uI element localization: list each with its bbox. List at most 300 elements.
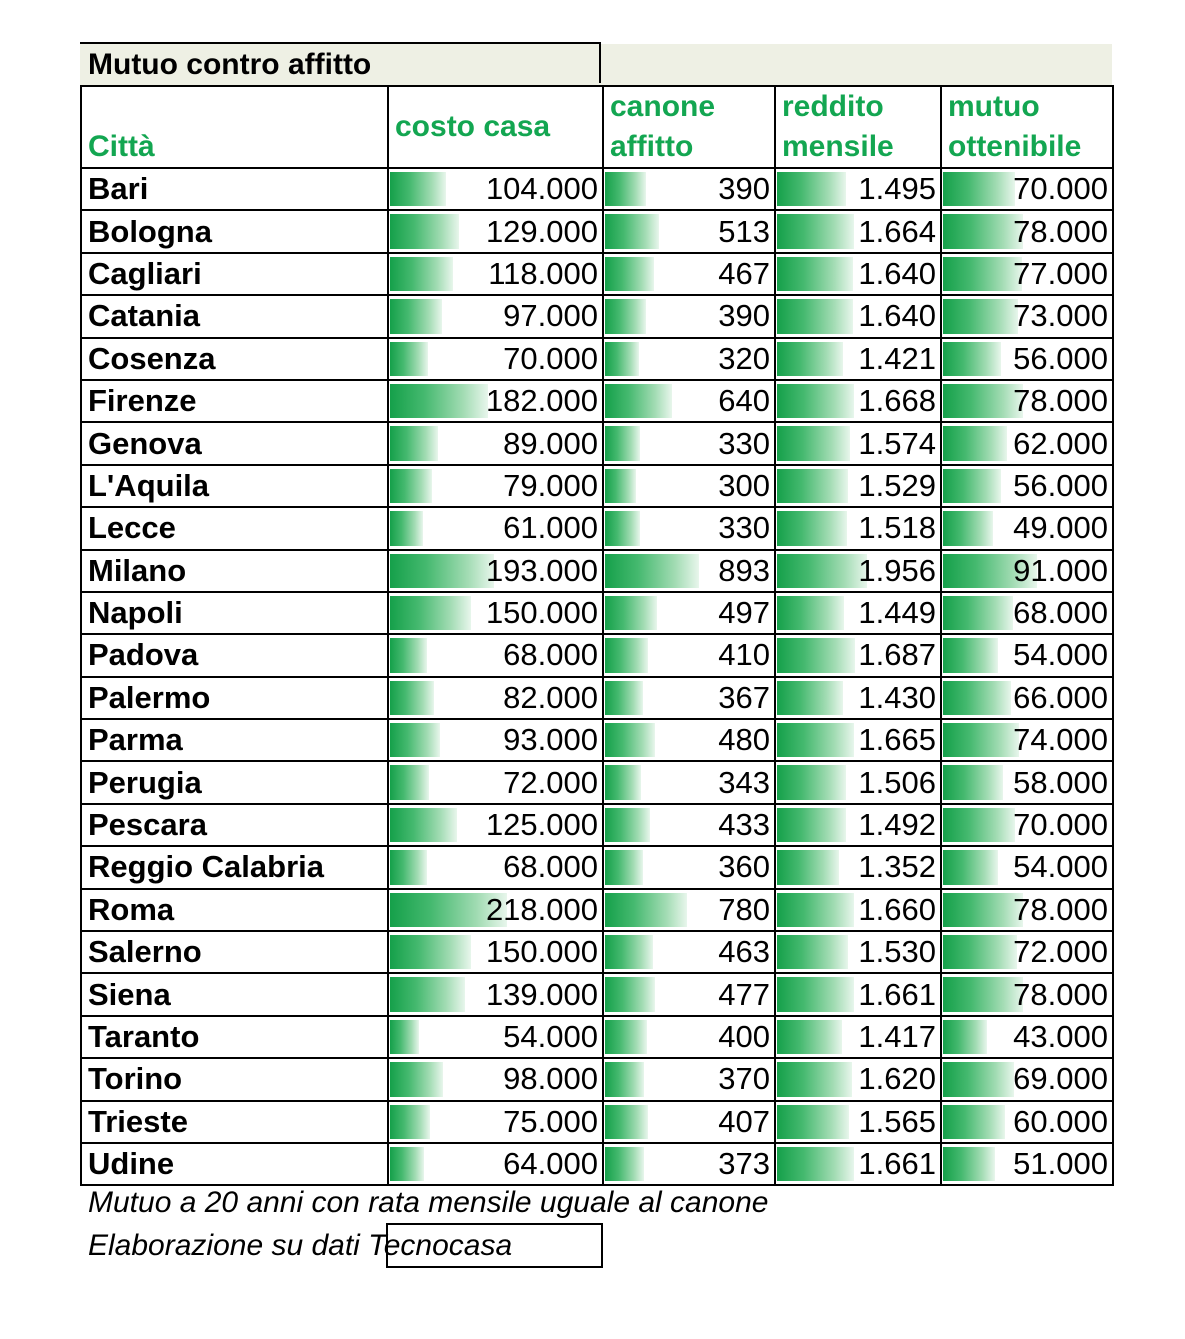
value-canone-affitto: 780 bbox=[718, 891, 770, 927]
cell-canone-affitto bbox=[603, 1016, 775, 1058]
table-row bbox=[81, 380, 1113, 422]
cell-city: Catania bbox=[81, 295, 388, 337]
cell-costo-casa bbox=[388, 592, 603, 634]
value-mutuo-ottenibile: 77.000 bbox=[1013, 255, 1108, 291]
cell-costo-casa bbox=[388, 210, 603, 252]
value-costo-casa: 150.000 bbox=[485, 934, 598, 970]
cell-reddito-mensile bbox=[775, 380, 941, 422]
value-canone-affitto: 463 bbox=[718, 934, 770, 970]
data-bar-canone-affitto bbox=[605, 681, 643, 715]
table-row bbox=[81, 889, 1113, 931]
value-costo-casa: 118.000 bbox=[488, 255, 598, 291]
cell-mutuo-ottenibile bbox=[941, 507, 1113, 549]
cell-canone-affitto bbox=[603, 210, 775, 252]
value-mutuo-ottenibile: 78.000 bbox=[1013, 213, 1108, 249]
value-canone-affitto: 360 bbox=[718, 849, 770, 885]
value-mutuo-ottenibile: 60.000 bbox=[1013, 1103, 1108, 1139]
cell-city: Napoli bbox=[81, 592, 388, 634]
cell-costo-casa bbox=[388, 550, 603, 592]
value-reddito-mensile: 1.687 bbox=[858, 637, 936, 673]
data-bar-reddito-mensile bbox=[777, 299, 853, 333]
data-bar-mutuo-ottenibile bbox=[943, 299, 1018, 333]
data-bar-canone-affitto bbox=[605, 596, 657, 630]
cell-costo-casa bbox=[388, 931, 603, 973]
cell-mutuo-ottenibile bbox=[941, 168, 1113, 210]
cell-mutuo-ottenibile bbox=[941, 634, 1113, 676]
value-reddito-mensile: 1.417 bbox=[858, 1019, 936, 1054]
data-bar-costo-casa bbox=[390, 1020, 419, 1054]
cell-city: Cagliari bbox=[81, 253, 388, 295]
data-bar-mutuo-ottenibile bbox=[943, 723, 1019, 757]
cell-costo-casa bbox=[388, 422, 603, 464]
cell-city: Perugia bbox=[81, 761, 388, 803]
data-bar-costo-casa bbox=[390, 299, 442, 333]
data-bar-reddito-mensile bbox=[777, 765, 846, 799]
value-reddito-mensile: 1.565 bbox=[858, 1103, 936, 1139]
value-reddito-mensile: 1.495 bbox=[858, 171, 936, 207]
cell-reddito-mensile bbox=[775, 719, 941, 761]
value-reddito-mensile: 1.664 bbox=[858, 213, 936, 249]
data-bar-costo-casa bbox=[390, 214, 459, 248]
value-canone-affitto: 467 bbox=[718, 255, 770, 291]
cell-city: Siena bbox=[81, 973, 388, 1015]
cell-city: Reggio Calabria bbox=[81, 846, 388, 888]
data-bar-reddito-mensile bbox=[777, 469, 848, 503]
footnote-source: Elaborazione su dati Tecnocasa bbox=[88, 1229, 513, 1262]
value-reddito-mensile: 1.529 bbox=[858, 467, 936, 503]
cell-mutuo-ottenibile bbox=[941, 677, 1113, 719]
cell-mutuo-ottenibile bbox=[941, 1143, 1113, 1185]
cell-costo-casa bbox=[388, 1058, 603, 1100]
value-canone-affitto: 893 bbox=[718, 552, 770, 588]
data-bar-canone-affitto bbox=[605, 299, 646, 333]
cell-reddito-mensile bbox=[775, 634, 941, 676]
data-bar-costo-casa bbox=[390, 850, 427, 884]
data-bar-reddito-mensile bbox=[777, 977, 854, 1011]
column-header-reddito-mensile: reddito mensile bbox=[775, 86, 941, 168]
value-costo-casa: 125.000 bbox=[485, 807, 598, 843]
table-row bbox=[81, 973, 1113, 1015]
value-mutuo-ottenibile: 62.000 bbox=[1013, 425, 1108, 461]
data-bar-mutuo-ottenibile bbox=[943, 638, 998, 672]
value-mutuo-ottenibile: 56.000 bbox=[1013, 340, 1108, 376]
data-bar-costo-casa bbox=[390, 935, 471, 969]
data-bar-canone-affitto bbox=[605, 384, 672, 418]
cell-mutuo-ottenibile bbox=[941, 804, 1113, 846]
cell-mutuo-ottenibile bbox=[941, 846, 1113, 888]
data-bar-reddito-mensile bbox=[777, 214, 854, 248]
data-bar-canone-affitto bbox=[605, 935, 653, 969]
data-bar-mutuo-ottenibile bbox=[943, 808, 1015, 842]
table-row bbox=[81, 1101, 1113, 1143]
value-costo-casa: 54.000 bbox=[503, 1019, 598, 1054]
cell-costo-casa bbox=[388, 507, 603, 549]
cell-costo-casa bbox=[388, 168, 603, 210]
cell-costo-casa bbox=[388, 1101, 603, 1143]
value-canone-affitto: 400 bbox=[718, 1019, 770, 1054]
data-bar-reddito-mensile bbox=[777, 638, 855, 672]
data-bar-reddito-mensile bbox=[777, 808, 846, 842]
value-costo-casa: 93.000 bbox=[503, 722, 598, 758]
data-bar-mutuo-ottenibile bbox=[943, 977, 1023, 1011]
cell-canone-affitto bbox=[603, 889, 775, 931]
data-table bbox=[80, 85, 1114, 1186]
data-bar-reddito-mensile bbox=[777, 384, 854, 418]
cell-city: Taranto bbox=[81, 1016, 388, 1058]
value-costo-casa: 68.000 bbox=[503, 849, 598, 885]
cell-city: Parma bbox=[81, 719, 388, 761]
value-canone-affitto: 320 bbox=[718, 340, 770, 376]
cell-costo-casa bbox=[388, 634, 603, 676]
data-bar-mutuo-ottenibile bbox=[943, 511, 993, 545]
cell-reddito-mensile bbox=[775, 1101, 941, 1143]
data-bar-reddito-mensile bbox=[777, 935, 848, 969]
data-bar-costo-casa bbox=[390, 511, 423, 545]
cell-canone-affitto bbox=[603, 1101, 775, 1143]
value-canone-affitto: 367 bbox=[718, 679, 770, 715]
cell-reddito-mensile bbox=[775, 761, 941, 803]
cell-reddito-mensile bbox=[775, 677, 941, 719]
data-bar-canone-affitto bbox=[605, 808, 650, 842]
cell-reddito-mensile bbox=[775, 168, 941, 210]
cell-costo-casa bbox=[388, 338, 603, 380]
cell-canone-affitto bbox=[603, 719, 775, 761]
cell-canone-affitto bbox=[603, 761, 775, 803]
cell-canone-affitto bbox=[603, 380, 775, 422]
cell-reddito-mensile bbox=[775, 550, 941, 592]
value-canone-affitto: 373 bbox=[718, 1146, 770, 1182]
value-reddito-mensile: 1.665 bbox=[858, 722, 936, 758]
data-bar-mutuo-ottenibile bbox=[943, 1147, 995, 1181]
table-row bbox=[81, 1016, 1113, 1058]
column-header-mutuo-ottenibile: mutuo ottenibile bbox=[941, 86, 1113, 168]
data-bar-mutuo-ottenibile bbox=[943, 681, 1011, 715]
cell-reddito-mensile bbox=[775, 338, 941, 380]
data-bar-reddito-mensile bbox=[777, 342, 843, 376]
cell-reddito-mensile bbox=[775, 1143, 941, 1185]
data-bar-canone-affitto bbox=[605, 172, 646, 206]
data-bar-mutuo-ottenibile bbox=[943, 850, 998, 884]
value-canone-affitto: 410 bbox=[718, 637, 770, 673]
cell-reddito-mensile bbox=[775, 889, 941, 931]
value-canone-affitto: 513 bbox=[718, 213, 770, 249]
table-row bbox=[81, 507, 1113, 549]
data-bar-costo-casa bbox=[390, 1062, 443, 1096]
cell-canone-affitto bbox=[603, 592, 775, 634]
value-costo-casa: 150.000 bbox=[485, 595, 598, 631]
cell-canone-affitto bbox=[603, 422, 775, 464]
value-mutuo-ottenibile: 73.000 bbox=[1013, 298, 1108, 334]
data-bar-mutuo-ottenibile bbox=[943, 257, 1022, 291]
table-row bbox=[81, 210, 1113, 252]
value-costo-casa: 89.000 bbox=[503, 425, 598, 461]
cell-reddito-mensile bbox=[775, 592, 941, 634]
cell-mutuo-ottenibile bbox=[941, 295, 1113, 337]
table-row bbox=[81, 931, 1113, 973]
data-bar-reddito-mensile bbox=[777, 1147, 854, 1181]
value-costo-casa: 104.000 bbox=[485, 171, 598, 207]
cell-canone-affitto bbox=[603, 1143, 775, 1185]
value-mutuo-ottenibile: 72.000 bbox=[1013, 934, 1108, 970]
data-bar-canone-affitto bbox=[605, 342, 639, 376]
cell-reddito-mensile bbox=[775, 1058, 941, 1100]
cell-city: Palermo bbox=[81, 677, 388, 719]
table-row bbox=[81, 422, 1113, 464]
table-row bbox=[81, 295, 1113, 337]
value-mutuo-ottenibile: 56.000 bbox=[1013, 467, 1108, 503]
value-costo-casa: 70.000 bbox=[503, 340, 598, 376]
table-row bbox=[81, 804, 1113, 846]
table-row bbox=[81, 465, 1113, 507]
data-bar-reddito-mensile bbox=[777, 257, 853, 291]
value-reddito-mensile: 1.352 bbox=[858, 849, 936, 885]
value-canone-affitto: 640 bbox=[718, 383, 770, 419]
table-row bbox=[81, 592, 1113, 634]
cell-canone-affitto bbox=[603, 1058, 775, 1100]
data-bar-mutuo-ottenibile bbox=[943, 1062, 1014, 1096]
cell-city: Trieste bbox=[81, 1101, 388, 1143]
data-bar-costo-casa bbox=[390, 638, 427, 672]
data-bar-reddito-mensile bbox=[777, 511, 847, 545]
value-mutuo-ottenibile: 54.000 bbox=[1013, 637, 1108, 673]
value-costo-casa: 182.000 bbox=[485, 383, 598, 419]
header-row bbox=[81, 86, 1113, 168]
data-bar-canone-affitto bbox=[605, 638, 648, 672]
data-bar-canone-affitto bbox=[605, 765, 641, 799]
data-bar-canone-affitto bbox=[605, 1105, 648, 1139]
value-canone-affitto: 433 bbox=[718, 807, 770, 843]
value-mutuo-ottenibile: 74.000 bbox=[1013, 722, 1108, 758]
cell-reddito-mensile bbox=[775, 465, 941, 507]
table-row bbox=[81, 550, 1113, 592]
value-mutuo-ottenibile: 66.000 bbox=[1013, 679, 1108, 715]
data-bar-costo-casa bbox=[390, 426, 438, 460]
data-bar-mutuo-ottenibile bbox=[943, 214, 1023, 248]
cell-city: Udine bbox=[81, 1143, 388, 1185]
cell-city: Bologna bbox=[81, 210, 388, 252]
cell-costo-casa bbox=[388, 1143, 603, 1185]
data-bar-mutuo-ottenibile bbox=[943, 1020, 987, 1054]
cell-reddito-mensile bbox=[775, 422, 941, 464]
cell-mutuo-ottenibile bbox=[941, 761, 1113, 803]
table-row bbox=[81, 338, 1113, 380]
cell-mutuo-ottenibile bbox=[941, 889, 1113, 931]
data-bar-costo-casa bbox=[390, 257, 453, 291]
data-bar-reddito-mensile bbox=[777, 426, 850, 460]
data-bar-costo-casa bbox=[390, 596, 471, 630]
data-bar-costo-casa bbox=[390, 172, 446, 206]
data-bar-mutuo-ottenibile bbox=[943, 384, 1023, 418]
value-canone-affitto: 390 bbox=[718, 298, 770, 334]
value-canone-affitto: 370 bbox=[718, 1061, 770, 1097]
value-reddito-mensile: 1.518 bbox=[858, 510, 936, 546]
cell-mutuo-ottenibile bbox=[941, 550, 1113, 592]
cell-mutuo-ottenibile bbox=[941, 380, 1113, 422]
table-row bbox=[81, 1058, 1113, 1100]
cell-city: Padova bbox=[81, 634, 388, 676]
value-mutuo-ottenibile: 78.000 bbox=[1013, 891, 1108, 927]
footnote-mutuo: Mutuo a 20 anni con rata mensile uguale al canone bbox=[88, 1186, 769, 1219]
cell-canone-affitto bbox=[603, 550, 775, 592]
value-mutuo-ottenibile: 49.000 bbox=[1013, 510, 1108, 546]
cell-canone-affitto bbox=[603, 338, 775, 380]
data-bar-canone-affitto bbox=[605, 257, 654, 291]
cell-reddito-mensile bbox=[775, 507, 941, 549]
cell-mutuo-ottenibile bbox=[941, 592, 1113, 634]
value-canone-affitto: 330 bbox=[718, 510, 770, 546]
value-mutuo-ottenibile: 51.000 bbox=[1013, 1146, 1108, 1182]
cell-canone-affitto bbox=[603, 465, 775, 507]
cell-canone-affitto bbox=[603, 973, 775, 1015]
column-header-citta: Città bbox=[81, 86, 388, 168]
cell-city: Bari bbox=[81, 168, 388, 210]
data-bar-canone-affitto bbox=[605, 511, 640, 545]
table-row bbox=[81, 677, 1113, 719]
cell-canone-affitto bbox=[603, 804, 775, 846]
value-costo-casa: 68.000 bbox=[503, 637, 598, 673]
value-reddito-mensile: 1.661 bbox=[858, 1146, 936, 1182]
cell-city: Torino bbox=[81, 1058, 388, 1100]
cell-costo-casa bbox=[388, 973, 603, 1015]
value-reddito-mensile: 1.660 bbox=[858, 891, 936, 927]
data-bar-mutuo-ottenibile bbox=[943, 765, 1003, 799]
value-costo-casa: 72.000 bbox=[503, 764, 598, 800]
column-header-canone-affitto: canone affitto bbox=[603, 86, 775, 168]
value-canone-affitto: 480 bbox=[718, 722, 770, 758]
cell-costo-casa bbox=[388, 677, 603, 719]
cell-reddito-mensile bbox=[775, 1016, 941, 1058]
data-bar-canone-affitto bbox=[605, 554, 699, 588]
data-bar-costo-casa bbox=[390, 342, 428, 376]
cell-mutuo-ottenibile bbox=[941, 338, 1113, 380]
data-bar-canone-affitto bbox=[605, 893, 687, 927]
cell-city: Firenze bbox=[81, 380, 388, 422]
value-costo-casa: 98.000 bbox=[503, 1061, 598, 1097]
cell-costo-casa bbox=[388, 846, 603, 888]
cell-canone-affitto bbox=[603, 634, 775, 676]
data-bar-costo-casa bbox=[390, 1105, 430, 1139]
value-reddito-mensile: 1.430 bbox=[858, 679, 936, 715]
data-bar-canone-affitto bbox=[605, 214, 659, 248]
cell-city: L'Aquila bbox=[81, 465, 388, 507]
table-row bbox=[81, 634, 1113, 676]
data-bar-reddito-mensile bbox=[777, 681, 843, 715]
data-bar-mutuo-ottenibile bbox=[943, 469, 1001, 503]
cell-reddito-mensile bbox=[775, 210, 941, 252]
value-reddito-mensile: 1.956 bbox=[858, 552, 936, 588]
table-row bbox=[81, 253, 1113, 295]
value-costo-casa: 61.000 bbox=[503, 510, 598, 546]
cell-mutuo-ottenibile bbox=[941, 1016, 1113, 1058]
table-title: Mutuo contro affitto bbox=[88, 48, 372, 81]
value-mutuo-ottenibile: 54.000 bbox=[1013, 849, 1108, 885]
value-mutuo-ottenibile: 58.000 bbox=[1013, 764, 1108, 800]
cell-reddito-mensile bbox=[775, 931, 941, 973]
cell-canone-affitto bbox=[603, 931, 775, 973]
cell-mutuo-ottenibile bbox=[941, 422, 1113, 464]
cell-city: Pescara bbox=[81, 804, 388, 846]
value-canone-affitto: 330 bbox=[718, 425, 770, 461]
value-canone-affitto: 497 bbox=[718, 595, 770, 631]
table-row bbox=[81, 846, 1113, 888]
cell-costo-casa bbox=[388, 465, 603, 507]
value-reddito-mensile: 1.640 bbox=[858, 298, 936, 334]
cell-reddito-mensile bbox=[775, 295, 941, 337]
data-bar-mutuo-ottenibile bbox=[943, 1105, 1005, 1139]
data-bar-mutuo-ottenibile bbox=[943, 935, 1017, 969]
cell-costo-casa bbox=[388, 1016, 603, 1058]
cell-reddito-mensile bbox=[775, 253, 941, 295]
value-costo-casa: 82.000 bbox=[503, 679, 598, 715]
cell-costo-casa bbox=[388, 889, 603, 931]
value-costo-casa: 193.000 bbox=[485, 552, 598, 588]
value-costo-casa: 139.000 bbox=[485, 976, 598, 1012]
cell-mutuo-ottenibile bbox=[941, 210, 1113, 252]
cell-canone-affitto bbox=[603, 846, 775, 888]
cell-mutuo-ottenibile bbox=[941, 931, 1113, 973]
data-bar-reddito-mensile bbox=[777, 1020, 842, 1054]
cell-city: Genova bbox=[81, 422, 388, 464]
value-reddito-mensile: 1.574 bbox=[858, 425, 936, 461]
data-bar-costo-casa bbox=[390, 384, 488, 418]
data-bar-reddito-mensile bbox=[777, 596, 844, 630]
cell-reddito-mensile bbox=[775, 804, 941, 846]
cell-costo-casa bbox=[388, 804, 603, 846]
data-bar-canone-affitto bbox=[605, 469, 636, 503]
data-bar-costo-casa bbox=[390, 723, 440, 757]
data-bar-reddito-mensile bbox=[777, 893, 854, 927]
value-mutuo-ottenibile: 70.000 bbox=[1013, 171, 1108, 207]
data-bar-costo-casa bbox=[390, 681, 434, 715]
data-bar-mutuo-ottenibile bbox=[943, 342, 1001, 376]
value-reddito-mensile: 1.506 bbox=[858, 764, 936, 800]
cell-reddito-mensile bbox=[775, 973, 941, 1015]
value-costo-casa: 97.000 bbox=[503, 298, 598, 334]
value-canone-affitto: 343 bbox=[718, 764, 770, 800]
cell-mutuo-ottenibile bbox=[941, 1101, 1113, 1143]
cell-city: Milano bbox=[81, 550, 388, 592]
value-reddito-mensile: 1.620 bbox=[858, 1061, 936, 1097]
data-bar-mutuo-ottenibile bbox=[943, 172, 1015, 206]
value-reddito-mensile: 1.668 bbox=[858, 383, 936, 419]
data-bar-costo-casa bbox=[390, 765, 429, 799]
cell-mutuo-ottenibile bbox=[941, 1058, 1113, 1100]
data-bar-costo-casa bbox=[390, 808, 457, 842]
value-mutuo-ottenibile: 70.000 bbox=[1013, 807, 1108, 843]
cell-costo-casa bbox=[388, 761, 603, 803]
value-canone-affitto: 477 bbox=[718, 976, 770, 1012]
value-reddito-mensile: 1.449 bbox=[858, 595, 936, 631]
cell-canone-affitto bbox=[603, 677, 775, 719]
value-reddito-mensile: 1.492 bbox=[858, 807, 936, 843]
table-row bbox=[81, 168, 1113, 210]
data-bar-reddito-mensile bbox=[777, 554, 867, 588]
value-mutuo-ottenibile: 78.000 bbox=[1013, 976, 1108, 1012]
data-bar-canone-affitto bbox=[605, 426, 640, 460]
value-costo-casa: 218.000 bbox=[485, 891, 598, 927]
value-costo-casa: 79.000 bbox=[503, 467, 598, 503]
data-bar-reddito-mensile bbox=[777, 723, 854, 757]
data-bar-canone-affitto bbox=[605, 1147, 644, 1181]
data-bar-canone-affitto bbox=[605, 1062, 644, 1096]
value-costo-casa: 75.000 bbox=[503, 1103, 598, 1139]
cell-canone-affitto bbox=[603, 295, 775, 337]
table-body bbox=[81, 168, 1113, 1185]
value-canone-affitto: 390 bbox=[718, 171, 770, 207]
cell-costo-casa bbox=[388, 253, 603, 295]
cell-mutuo-ottenibile bbox=[941, 253, 1113, 295]
data-bar-reddito-mensile bbox=[777, 172, 846, 206]
